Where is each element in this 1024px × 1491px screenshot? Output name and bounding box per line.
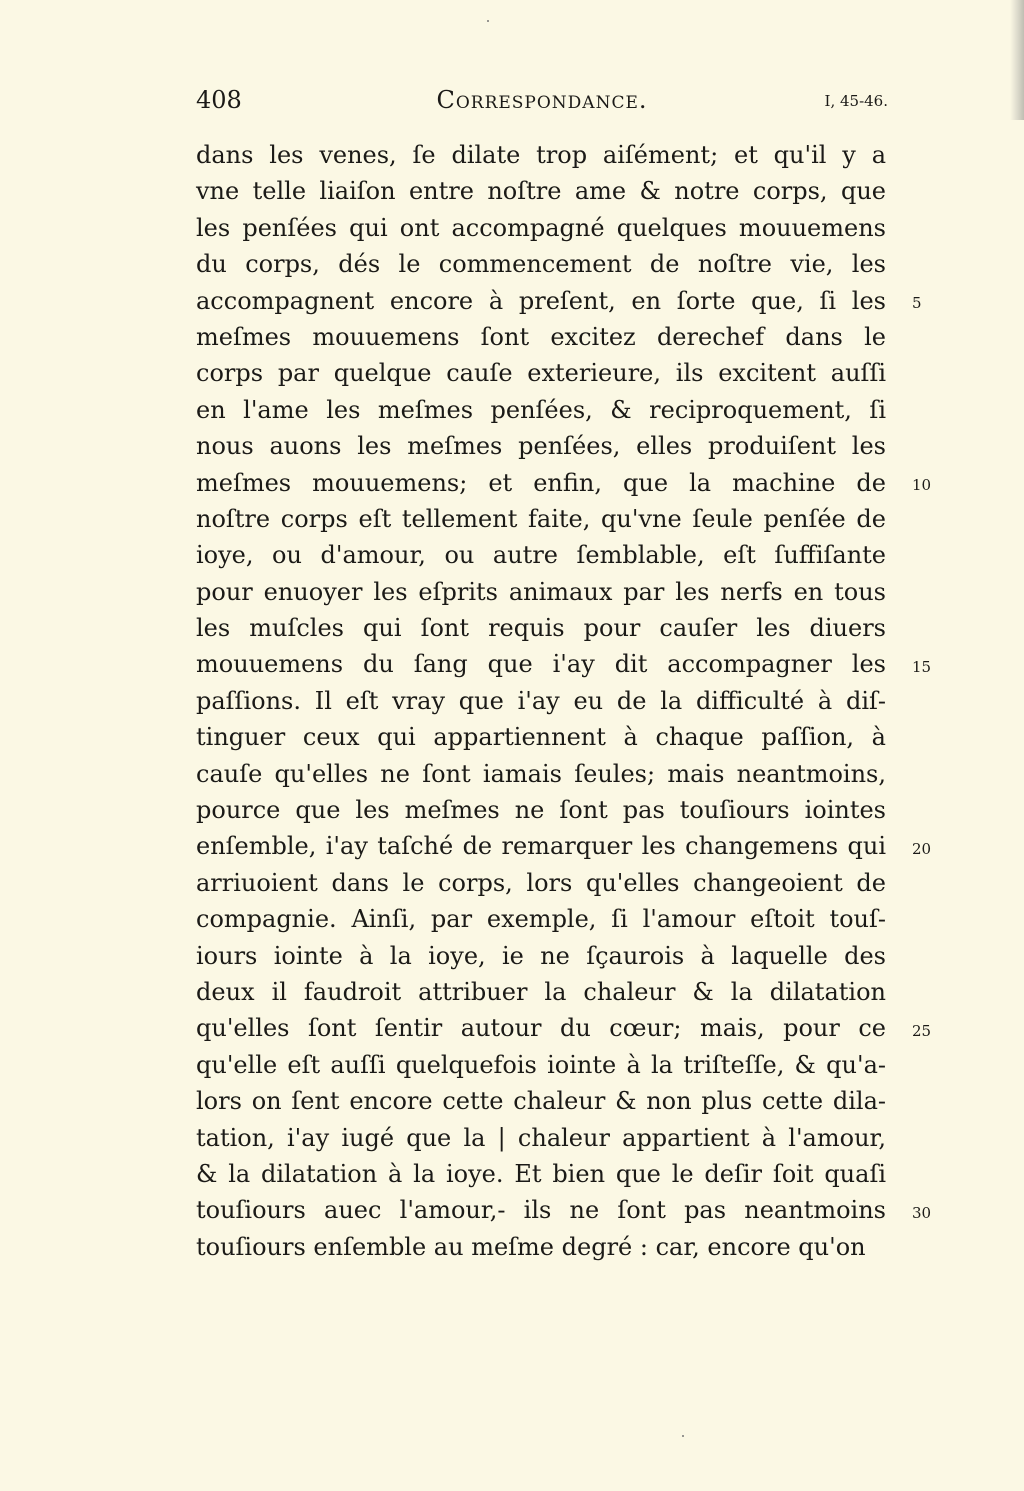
text-line: les muſcles qui ſont requis pour cauſer les diuers: [196, 614, 886, 643]
text-line: corps par quelque cauſe exterieure, ils excitent auſſi: [196, 359, 886, 388]
text-line: en l'ame les meſmes penſées, & reciproquement, ſi: [196, 395, 886, 424]
line-number-25: 25: [912, 1022, 932, 1040]
text-line: tation, i'ay iugé que la | chaleur appartient à l'amour,: [196, 1123, 886, 1152]
text-line: qu'elle eſt auſſi quelquefois iointe à la triſteſſe, & qu'a-: [196, 1050, 886, 1079]
text-line: touſiours auec l'amour,- ils ne ſont pas neantmoins: [196, 1196, 886, 1225]
text-line: pour enuoyer les eſprits animaux par les nerfs en tous: [196, 577, 886, 606]
text-line: du corps, dés le commencement de noſtre vie, les: [196, 250, 886, 279]
text-line: pource que les meſmes ne ſont pas touſiours iointes: [196, 796, 886, 825]
text-line: mouuemens du ſang que i'ay dit accompagner les: [196, 650, 886, 679]
line-number-15: 15: [912, 658, 932, 676]
text-line: & la dilatation à la ioye. Et bien que le deſir ſoit quaſi: [196, 1159, 886, 1188]
text-line: accompagnent encore à preſent, en ſorte que, ſi les: [196, 286, 886, 315]
text-line: meſmes mouuemens ſont excitez derechef dans le: [196, 322, 886, 351]
top-speck: [487, 20, 489, 22]
text-line: cauſe qu'elles ne ſont iamais ſeules; mais neantmoins,: [196, 759, 886, 788]
body-text: [196, 137, 886, 1265]
text-line: qu'elles ſont ſentir autour du cœur; mais, pour ce: [196, 1014, 886, 1043]
page-edge-shadow: [1010, 0, 1024, 120]
text-line: les penſées qui ont accompagné quelques mouuemens: [196, 213, 886, 242]
line-number-10: 10: [912, 476, 932, 494]
running-title: Correspondance.: [436, 86, 648, 114]
text-line: deux il faudroit attribuer la chaleur & la dilatation: [196, 977, 886, 1006]
text-line: ioye, ou d'amour, ou autre ſemblable, eſt ſuffiſante: [196, 541, 886, 570]
line-number-20: 20: [912, 840, 932, 858]
text-line: dans les venes, ſe dilate trop aiſément; et qu'il y a: [196, 141, 886, 169]
line-number-30: 30: [912, 1204, 932, 1222]
text-line: touſiours enſemble au meſme degré : car, encore qu'on: [196, 1232, 866, 1261]
page-header: [196, 86, 888, 122]
text-line: lors on ſent encore cette chaleur & non plus cette dila-: [196, 1087, 886, 1116]
page-number: 408: [196, 86, 242, 114]
line-number-5: 5: [912, 294, 922, 312]
text-line: vne telle liaiſon entre noſtre ame & notre corps, que: [196, 177, 886, 206]
text-line: nous auons les meſmes penſées, elles produiſent les: [196, 432, 886, 461]
text-line: arriuoient dans le corps, lors qu'elles changeoient de: [196, 868, 886, 897]
text-line: enſemble, i'ay taſché de remarquer les changemens qui: [196, 832, 886, 861]
text-line: noſtre corps eſt tellement faite, qu'vne ſeule penſée de: [196, 504, 886, 533]
text-line: meſmes mouuemens; et enfin, que la machine de: [196, 468, 886, 497]
text-line: tinguer ceux qui appartiennent à chaque paſſion, à: [196, 723, 886, 752]
volume-reference: I, 45-46.: [824, 92, 888, 110]
text-line: compagnie. Ainſi, par exemple, ſi l'amour eſtoit touſ-: [196, 905, 886, 934]
text-line: iours iointe à la ioye, ie ne ſçaurois à laquelle des: [196, 941, 886, 970]
text-line: paſſions. Il eſt vray que i'ay eu de la difficulté à diſ-: [196, 686, 886, 715]
bottom-speck: [682, 1435, 684, 1437]
